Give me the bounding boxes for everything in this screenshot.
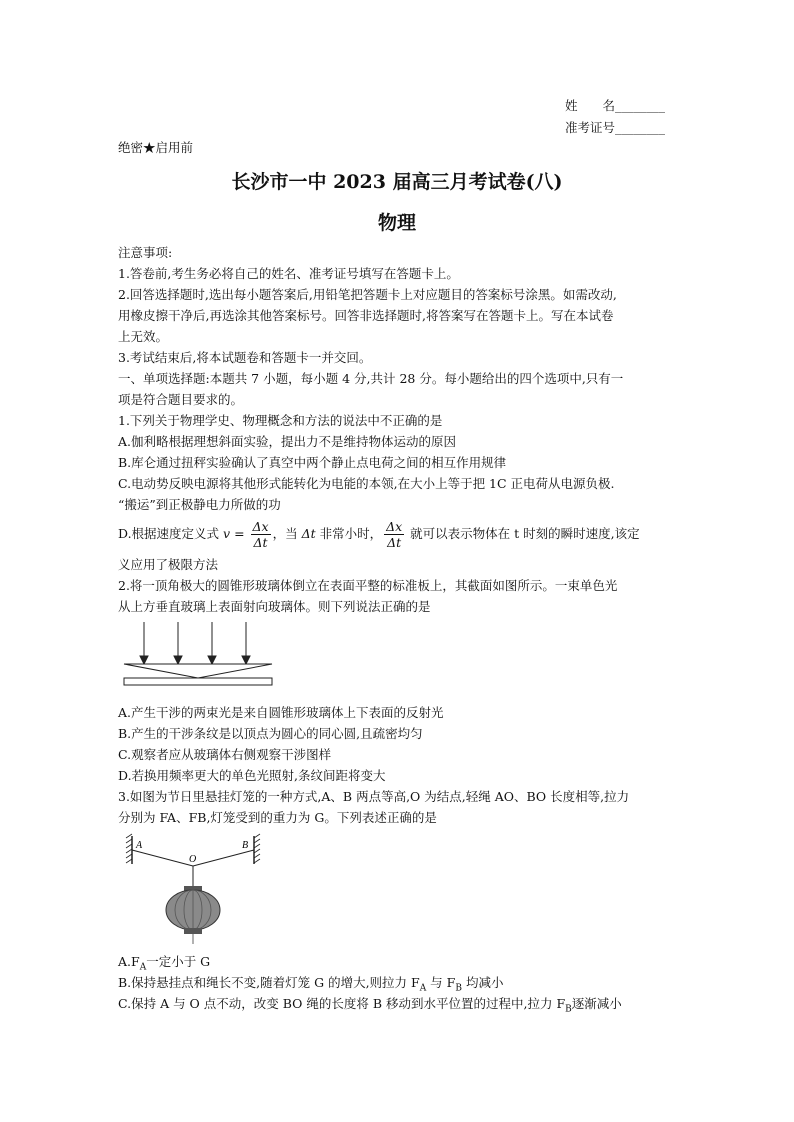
page-title: 长沙市一中 2023 届高三月考试卷(八): [231, 171, 563, 193]
q3-b-subscript-2: B: [455, 983, 462, 994]
q3-b-suffix: 均减小: [465, 975, 504, 990]
section-heading-line1: 一、单项选择题:本题共 7 小题，每小题 4 分,共计 28 分。每小题给出的四个选项中,只有一: [118, 371, 624, 386]
fraction-2-numerator: Δx: [386, 519, 403, 534]
fraction-1-numerator: Δx: [252, 519, 269, 534]
fraction-2: [384, 519, 404, 550]
q1-stem: 1.下列关于物理学史、物理概念和方法的说法中不正确的是: [118, 413, 443, 428]
label-b: B: [242, 840, 249, 851]
q1-option-c-line2: “搬运”到正极静电力所做的功: [118, 497, 281, 512]
q1-option-c-line1: C.电动势反映电源将其他形式能转化为电能的本领,在大小上等于把 1C 正电荷从电源负极.: [118, 476, 615, 491]
q3-c-suffix: 逐渐减小: [571, 996, 622, 1011]
note-2-line1: 2.回答选择题时,选出每小题答案后,用铅笔把答题卡上对应题目的答案标号涂黑。如需改动,: [118, 287, 617, 302]
q3-a-prefix: A.F: [118, 954, 140, 969]
standard-plate: [124, 678, 272, 685]
q3-stem-line2: 分别为 FA、FB,灯笼受到的重力为 G。下列表述正确的是: [118, 810, 437, 825]
q3-option-c: [118, 995, 622, 1019]
q1-d-prefix: D.根据速度定义式: [118, 526, 224, 541]
name-field: 姓 名________: [565, 98, 666, 113]
secret-mark: 绝密★启用前: [118, 140, 194, 155]
note-2-line2: 用橡皮擦干净后,再选涂其他答案标号。回答非选择题时,将答案写在答题卡上。写在本试卷: [118, 308, 614, 323]
q1-option-b: B.库仑通过扭秤实验确认了真空中两个静止点电荷之间的相互作用规律: [118, 455, 507, 470]
fraction-2-denominator: Δt: [387, 535, 402, 550]
q3-stem-line1: 3.如图为节日里悬挂灯笼的一种方式,A、B 两点等高,O 为结点,轻绳 AO、BO 长度相等,拉力: [118, 789, 630, 804]
notes-heading: 注意事项:: [118, 245, 173, 260]
note-3: 3.考试结束后,将本试题卷和答题卡一并交回。: [118, 350, 372, 365]
note-1: 1.答卷前,考生务必将自己的姓名、准考证号填写在答题卡上。: [118, 266, 459, 281]
cone-glass-body: [124, 664, 272, 678]
fraction-1: [251, 519, 271, 550]
q3-c-subscript: B: [565, 1004, 572, 1015]
lantern-bottom-cap: [184, 928, 202, 934]
label-o: O: [189, 854, 197, 865]
q1-d-mid1: ，当: [272, 526, 302, 541]
q3-b-prefix: B.保持悬挂点和绳长不变,随着灯笼 G 的增大,则拉力 F: [118, 975, 420, 990]
subject-title: 物理: [377, 212, 416, 234]
section-heading-line2: 项是符合题目要求的。: [118, 392, 244, 407]
q2-option-c: C.观察者应从玻璃体右侧观察干涉图样: [118, 747, 332, 762]
q3-a-suffix: 一定小于 G: [146, 954, 211, 969]
q3-b-mid: 与 F: [430, 975, 456, 990]
q2-stem-line2: 从上方垂直玻璃上表面射向玻璃体。则下列说法正确的是: [118, 599, 431, 614]
q1-option-a: A.伽利略根据理想斜面实验，提出力不是维持物体运动的原因: [118, 434, 457, 449]
q3-b-subscript-1: A: [419, 983, 427, 994]
q2-option-b: B.产生的干涉条纹是以顶点为圆心的同心圆,且疏密均匀: [118, 726, 423, 741]
cone-glass-figure: [118, 616, 278, 696]
q2-option-a: A.产生干涉的两束光是来自圆锥形玻璃体上下表面的反射光: [118, 705, 444, 720]
q1-d-mid2: 非常小时，: [315, 526, 383, 541]
delta-t-symbol: Δt: [301, 526, 316, 541]
q3-option-b: [118, 974, 503, 998]
fraction-1-denominator: Δt: [253, 535, 268, 550]
equals-sign: =: [230, 526, 249, 541]
lantern-figure: [118, 830, 268, 948]
exam-id-field: 准考证号________: [565, 120, 666, 135]
q1-d-post: 就可以表示物体在 t 时刻的瞬时速度,该定: [406, 526, 640, 541]
q1-option-d-line2: 义应用了极限方法: [118, 557, 219, 572]
q2-option-d: D.若换用频率更大的单色光照射,条纹间距将变大: [118, 768, 386, 783]
q3-a-subscript: A: [139, 962, 147, 973]
q3-c-prefix: C.保持 A 与 O 点不动，改变 BO 绳的长度将 B 移动到水平位置的过程中,拉力 F: [118, 996, 566, 1011]
q1-option-d-line1: [118, 516, 640, 552]
velocity-symbol: v: [223, 526, 231, 541]
q3-option-a: [118, 953, 210, 977]
q2-stem-line1: 2.将一顶角极大的圆锥形玻璃体倒立在表面平整的标准板上，其截面如图所示。一束单色光: [118, 578, 618, 593]
rope-ao: [132, 850, 193, 866]
note-2-line3: 上无效。: [118, 329, 169, 344]
label-a: A: [136, 840, 143, 851]
rope-bo: [193, 850, 254, 866]
